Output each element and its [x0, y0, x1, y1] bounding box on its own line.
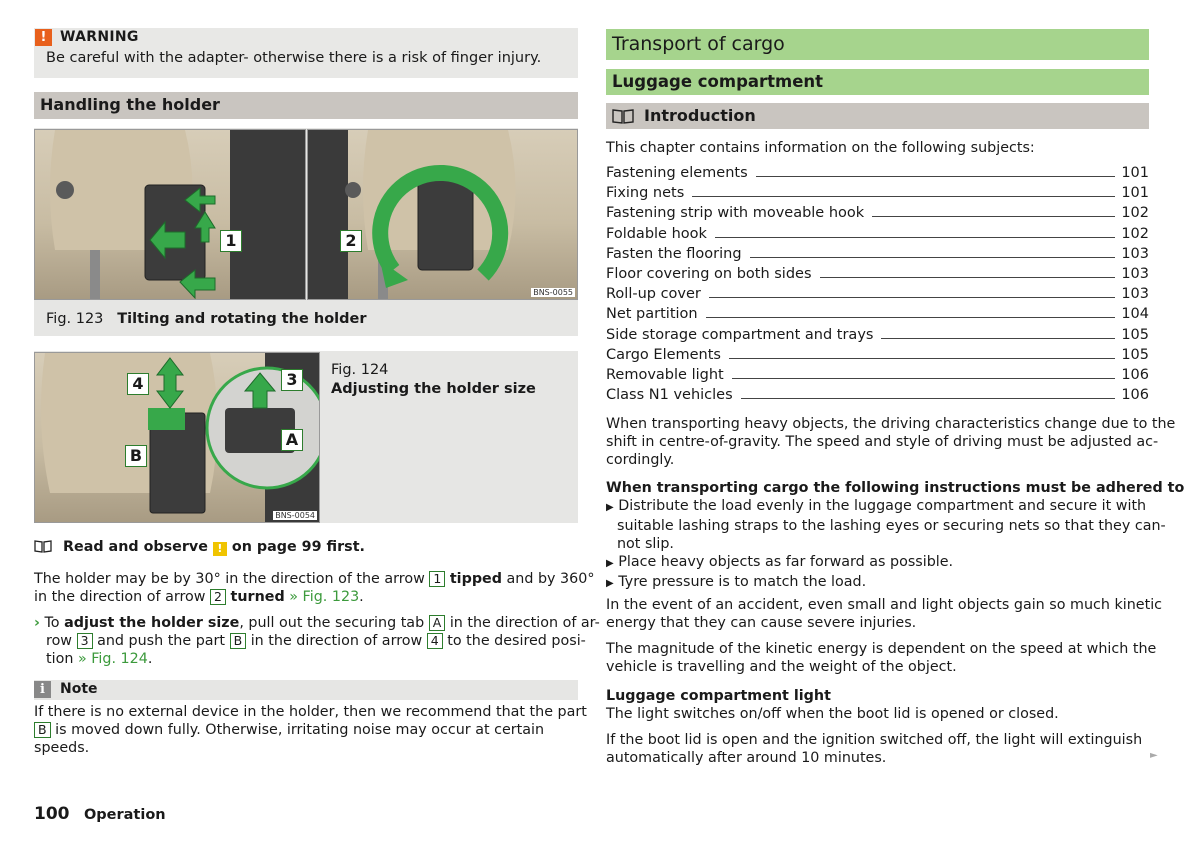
book-icon	[34, 539, 52, 553]
callout-a: A	[281, 429, 303, 451]
text: energy that they can cause severe injuries.	[606, 615, 917, 631]
toc-entry[interactable]	[606, 385, 1149, 405]
toc-entry[interactable]	[606, 304, 1149, 324]
toc-entry[interactable]	[606, 264, 1149, 284]
ref-box-4: 4	[427, 633, 443, 649]
toc-entry-label: Cargo Elements	[606, 346, 721, 363]
toc-entry-page: 106	[1121, 367, 1149, 383]
toc-entry-page: 103	[1121, 245, 1149, 262]
toc-entry[interactable]	[606, 284, 1149, 304]
figure-code: BNS-0054	[275, 511, 315, 520]
chapter-title: Transport of cargo	[606, 29, 1149, 60]
text: cordingly.	[606, 452, 675, 468]
toc-entry-label: Roll-up cover	[606, 286, 701, 303]
text: The magnitude of the kinetic energy is dependent on the speed at which the	[606, 641, 1157, 657]
luggage-light-text: The light switches on/off when the boot lid is opened or closed.	[606, 706, 1059, 722]
list-item	[606, 497, 1149, 517]
warning-text: Be careful with the adapter- otherwise there is a risk of finger injury.	[46, 50, 542, 66]
bullet-icon: ▶	[606, 578, 614, 589]
cargo-instructions-list	[606, 497, 1166, 593]
figure-title: Adjusting the holder size	[331, 381, 536, 397]
text: The holder may be by 30° in the direction of the arrow	[34, 571, 425, 587]
toc-entry-label: Fasten the flooring	[606, 245, 742, 262]
info-icon: i	[34, 681, 51, 698]
read-observe-text: Read and observe	[62, 539, 208, 555]
toc-entry-page: 106	[1121, 387, 1149, 404]
text: Distribute the load evenly in the luggage compartment and secure it with	[618, 498, 1147, 514]
toc-leader	[750, 244, 1116, 258]
text: adjust the holder size	[64, 615, 240, 631]
figure-124	[34, 351, 578, 523]
text: Place heavy objects as far forward as possible.	[618, 554, 954, 570]
warning-title: WARNING	[60, 29, 139, 45]
text: in the direction of arrow	[34, 589, 206, 605]
text: suitable lashing straps to the lashing eyes or securing nets so that they can-	[617, 518, 1166, 534]
callout-1: 1	[220, 230, 242, 252]
toc-entry-label: Class N1 vehicles	[606, 387, 733, 404]
right-body	[606, 415, 1176, 469]
figure-link[interactable]: » Fig. 123	[289, 589, 360, 605]
holder-size-instruction	[34, 614, 600, 668]
accident-paragraph	[606, 596, 1163, 632]
boot-lid-paragraph	[606, 731, 1149, 767]
toc-entry[interactable]	[606, 244, 1149, 264]
text: When transporting heavy objects, the driving characteristics change due to the	[606, 416, 1176, 432]
text: in the direction of arrow	[250, 633, 423, 649]
callout-4: 4	[127, 373, 149, 395]
ref-box-2: 2	[210, 589, 226, 605]
toc-entry-label: Floor covering on both sides	[606, 266, 812, 282]
text: automatically after around 10 minutes.	[606, 750, 887, 766]
toc-entry[interactable]	[606, 183, 1149, 203]
read-observe-line	[34, 538, 365, 556]
cargo-instructions-heading: When transporting cargo the following instructions must be adhered to	[606, 480, 1185, 496]
warning-symbol-icon: !	[213, 542, 227, 556]
toc-entry[interactable]	[606, 203, 1149, 223]
text: row	[46, 633, 73, 649]
continue-arrow-icon: ►	[1150, 750, 1158, 761]
toc-entry[interactable]	[606, 345, 1149, 365]
text: To	[44, 615, 60, 631]
toc-leader	[756, 163, 1116, 177]
toc-entry-page: 103	[1121, 286, 1149, 303]
callout-b: B	[125, 445, 147, 467]
toc-leader	[706, 304, 1116, 318]
note-title: Note	[60, 681, 98, 697]
toc-leader	[820, 264, 1116, 278]
holder-tilting-illustration	[35, 130, 306, 300]
figure-123-photo-2	[307, 129, 578, 300]
text: and by 360°	[506, 571, 595, 587]
bullet-icon: ▶	[606, 502, 614, 513]
figure-123-caption	[46, 311, 367, 327]
note-header	[34, 680, 578, 700]
bullet-icon: ▶	[606, 558, 614, 569]
toc-leader	[732, 365, 1116, 379]
toc-entry-page: 101	[1121, 165, 1149, 181]
text: , pull out the securing tab	[239, 615, 425, 631]
holder-tilt-paragraph	[34, 570, 595, 606]
warning-icon: !	[35, 29, 52, 46]
text: tipped	[449, 571, 502, 587]
figure-link[interactable]: » Fig. 124	[77, 651, 148, 667]
toc-leader	[741, 385, 1116, 399]
figure-124-photo	[34, 352, 320, 523]
subsection-title-text: Introduction	[644, 106, 756, 125]
page-footer	[34, 804, 166, 824]
text: tion	[46, 651, 74, 667]
section-name: Operation	[83, 807, 166, 823]
ref-box-b: B	[230, 633, 247, 649]
toc-entry-label: Removable light	[606, 367, 724, 383]
list-item	[606, 553, 1149, 573]
toc-leader	[692, 183, 1115, 197]
subsection-title	[606, 103, 1149, 129]
toc-entry-label: Fastening elements	[606, 165, 748, 181]
ref-box-1: 1	[429, 571, 445, 587]
toc-entry-page: 102	[1121, 225, 1149, 242]
toc-entry[interactable]	[606, 365, 1149, 385]
toc-leader	[709, 284, 1115, 298]
toc-entry-page: 103	[1121, 266, 1149, 282]
kinetic-energy-paragraph	[606, 640, 1157, 676]
figure-124-caption	[331, 361, 536, 399]
toc-leader	[872, 203, 1115, 217]
figure-number: Fig. 123	[46, 311, 104, 327]
toc-leader	[715, 224, 1115, 238]
step-arrow-icon: ›	[34, 615, 40, 631]
intro-text: This chapter contains information on the following subjects:	[606, 140, 1035, 156]
text: If there is no external device in the holder, then we recommend that the part	[34, 704, 587, 720]
toc-entry[interactable]	[606, 224, 1149, 244]
page-number: 100	[34, 804, 70, 824]
toc-entry-page: 102	[1121, 205, 1149, 222]
luggage-light-heading: Luggage compartment light	[606, 688, 831, 704]
text: not slip.	[617, 536, 674, 552]
toc-entry-page: 105	[1121, 346, 1149, 363]
text: In the event of an accident, even small and light objects gain so much kinetic	[606, 597, 1163, 613]
toc-entry-label: Fastening strip with moveable hook	[606, 205, 865, 222]
figure-123-photo-1	[34, 129, 306, 300]
text: .	[147, 651, 153, 667]
note-text	[34, 703, 587, 757]
toc-entry-label: Side storage compartment and trays	[606, 326, 874, 343]
text: Tyre pressure is to match the load.	[618, 574, 867, 590]
text: .	[359, 589, 364, 605]
toc-entry-page: 104	[1121, 306, 1149, 323]
text: turned	[230, 589, 285, 605]
holder-size-illustration	[35, 353, 320, 523]
read-observe-page: on page 99 first.	[231, 539, 365, 555]
warning-box	[34, 28, 578, 78]
ref-box-a: A	[429, 615, 446, 631]
toc-entry-label: Net partition	[606, 306, 698, 323]
list-item	[606, 573, 1149, 593]
book-icon	[612, 108, 634, 124]
figure-title: Tilting and rotating the holder	[117, 311, 367, 327]
callout-3: 3	[281, 369, 303, 391]
figure-code: BNS-0055	[533, 288, 573, 297]
toc-entry-label: Foldable hook	[606, 225, 707, 242]
text: If the boot lid is open and the ignition switched off, the light will extinguish	[606, 732, 1143, 748]
text: vehicle is travelling and the weight of the object.	[606, 659, 957, 675]
toc-leader	[881, 325, 1115, 339]
text: and push the part	[97, 633, 226, 649]
toc-leader	[729, 345, 1115, 359]
toc-entry[interactable]	[606, 325, 1149, 345]
text: speeds.	[34, 740, 90, 756]
section-heading-handling: Handling the holder	[34, 92, 578, 119]
toc-entry[interactable]	[606, 163, 1149, 183]
figure-123	[34, 128, 578, 336]
text: to the desired posi-	[447, 633, 586, 649]
ref-box-3: 3	[77, 633, 93, 649]
ref-box-b: B	[34, 722, 51, 738]
section-title: Luggage compartment	[606, 69, 1149, 95]
holder-rotating-illustration	[308, 130, 578, 300]
figure-number: Fig. 124	[331, 362, 389, 378]
toc-entry-page: 105	[1121, 326, 1149, 343]
toc-entry-label: Fixing nets	[606, 185, 685, 202]
text: in the direction of ar-	[449, 615, 600, 631]
text: is moved down fully. Otherwise, irritating noise may occur at certain	[55, 722, 545, 738]
text: shift in centre-of-gravity. The speed and style of driving must be adjusted ac-	[606, 434, 1159, 450]
callout-2: 2	[340, 230, 362, 252]
toc-entry-page: 101	[1121, 185, 1149, 202]
